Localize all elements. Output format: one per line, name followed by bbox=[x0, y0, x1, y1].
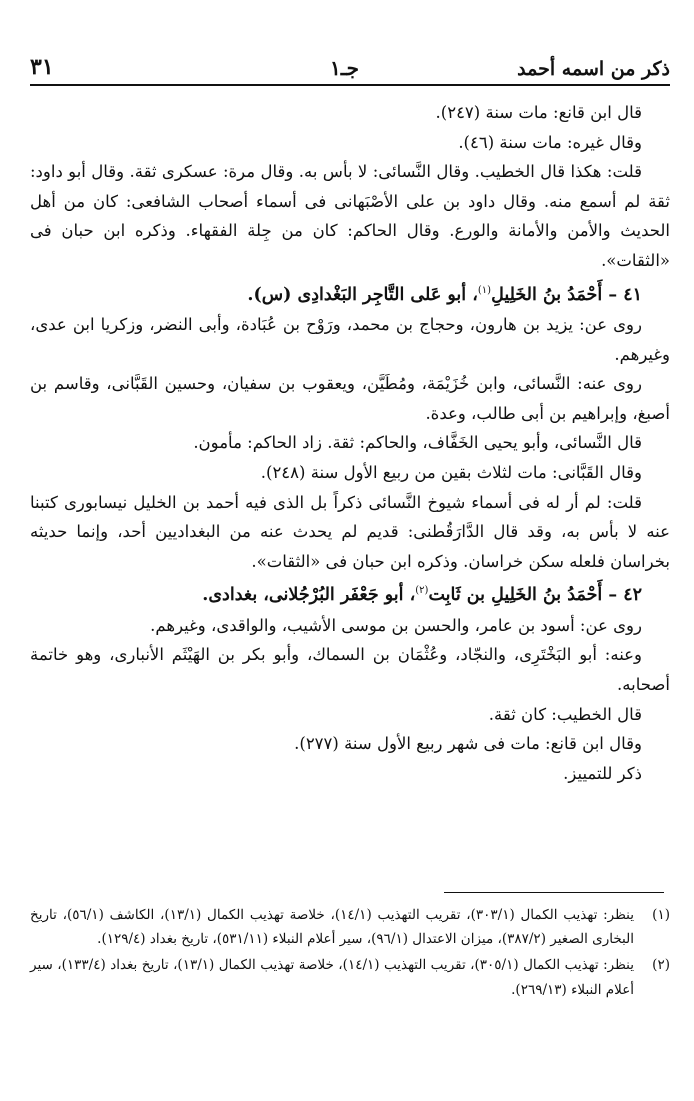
paragraph: وقال ابن قانع: مات فى شهر ربيع الأول سنة (٢٧٧). bbox=[294, 734, 642, 754]
paragraph: ذكر للتمييز. bbox=[563, 763, 642, 783]
entry-heading-name: ٤١ – أَحْمَدُ بنُ الخَلِيلِ bbox=[491, 284, 642, 305]
paragraph: وقال غيره: مات سنة (٤٦). bbox=[458, 132, 642, 152]
entry-heading-rest: ، أبو عَلى التَّاجِر البَغْدادِى (س). bbox=[247, 284, 478, 305]
footnote-marker: (٢) bbox=[415, 585, 429, 597]
entry-heading bbox=[30, 576, 670, 610]
entry-heading-rest: ، أبو جَعْفَر البُرْجُلانى، بغدادى. bbox=[202, 585, 416, 606]
footnote-text: ينظر: تهذيب الكمال (٣٠٣/١)، تقريب التهذيب (١٤/١)، خلاصة تهذيب الكمال (١٣/١)، الكاشف (٥٦/١)، تاريخ البخارى الصغير (٣٨٧/٢)، ميزان الاعتدال (٩٦/١)، سير أعلام النبلاء (٥٣١/١١)، تاريخ بغداد (١٢٩/٤). bbox=[30, 907, 634, 948]
paragraph: قال النَّسائى، وأبو يحيى الخَفَّاف، والحاكم: ثقة. زاد الحاكم: مأمون. bbox=[193, 433, 642, 453]
paragraph: قال ابن قانع: مات سنة (٢٤٧). bbox=[435, 103, 642, 122]
paragraph: قلت: هكذا قال الخطيب. وقال النَّسائى: لا بأس به. وقال مرة: عسكرى ثقة. وقال أبو داود: ثقة لم أسمع منه. وقال داود بن على الأصْبَهانى فى أسماء أصحاب الشافعى: كان من أهل الحديث والأمن والأمانة والورع. وقال الحاكم: كان من جِلة الفقهاء. وذكره ابن حبان فى «الثقات». bbox=[30, 162, 670, 270]
volume-label: جـ١ bbox=[330, 56, 359, 80]
page-header bbox=[30, 50, 670, 84]
footnote-separator bbox=[444, 892, 664, 893]
main-text bbox=[30, 98, 670, 788]
paragraph: روى عنه: النَّسائى، وابن خُزَيْمَة، ومُطَيَّن، ويعقوب بن سفيان، وحسين القَبَّانى، وقاسم بن أصبغ، وإبراهيم بن أبى طالب، وعدة. bbox=[30, 374, 670, 423]
footnote-item bbox=[30, 953, 670, 1001]
footnote-number: (٢) bbox=[652, 957, 670, 974]
page-number: ٣١ bbox=[30, 54, 54, 80]
header-rule bbox=[30, 84, 670, 86]
paragraph: قال الخطيب: كان ثقة. bbox=[488, 704, 642, 724]
paragraph: وعنه: أبو البَخْتَرِى، والنجّاد، وعُثْمَان بن السماك، وأبو بكر بن الهَيْثَم الأنبارى، وهو خاتمة أصحابه. bbox=[30, 645, 670, 694]
footnotes bbox=[30, 903, 670, 1004]
running-title: ذكر من اسمه أحمد bbox=[517, 58, 670, 80]
entry-heading-name: ٤٢ – أَحْمَدُ بنُ الخَلِيلِ بن ثَابِت bbox=[428, 585, 642, 606]
paragraph: وقال القَبَّانى: مات لثلاث بقين من ربيع الأول سنة (٢٤٨). bbox=[260, 462, 642, 482]
footnote-marker: (١) bbox=[477, 284, 492, 296]
paragraph: قلت: لم أر له فى أسماء شيوخ النَّسائى ذكراً بل الذى فيه أحمد بن الخليل نيسابورى كتبنا عنه لا بأس به، وقد قال الدَّارَقُطنى: قديم لم يحدث عنه من البغداديين أحد، وإنما حديثه بخراسان فلعله سكن خراسان. وذكره ابن حبان فى «الثقات». bbox=[30, 492, 670, 571]
paragraph: روى عن: أسود بن عامر، والحسن بن موسى الأشيب، والواقدى، وغيرهم. bbox=[150, 615, 642, 635]
footnote-number: (١) bbox=[652, 907, 670, 923]
paragraph: روى عن: يزيد بن هارون، وحجاج بن محمد، ورَوْح بن عُبَادة، وأبى النضر، وزكريا ابن عدى، وغيرهم. bbox=[30, 314, 670, 364]
footnote-item bbox=[30, 903, 670, 951]
footnote-text: ينظر: تهذيب الكمال (٣٠٥/١)، تقريب التهذيب (١٤/١)، خلاصة تهذيب الكمال (١٣/١)، تاريخ بغداد (١٣٣/٤)، سير أعلام النبلاء (٢٦٩/١٣). bbox=[30, 957, 634, 998]
entry-heading bbox=[30, 276, 670, 310]
